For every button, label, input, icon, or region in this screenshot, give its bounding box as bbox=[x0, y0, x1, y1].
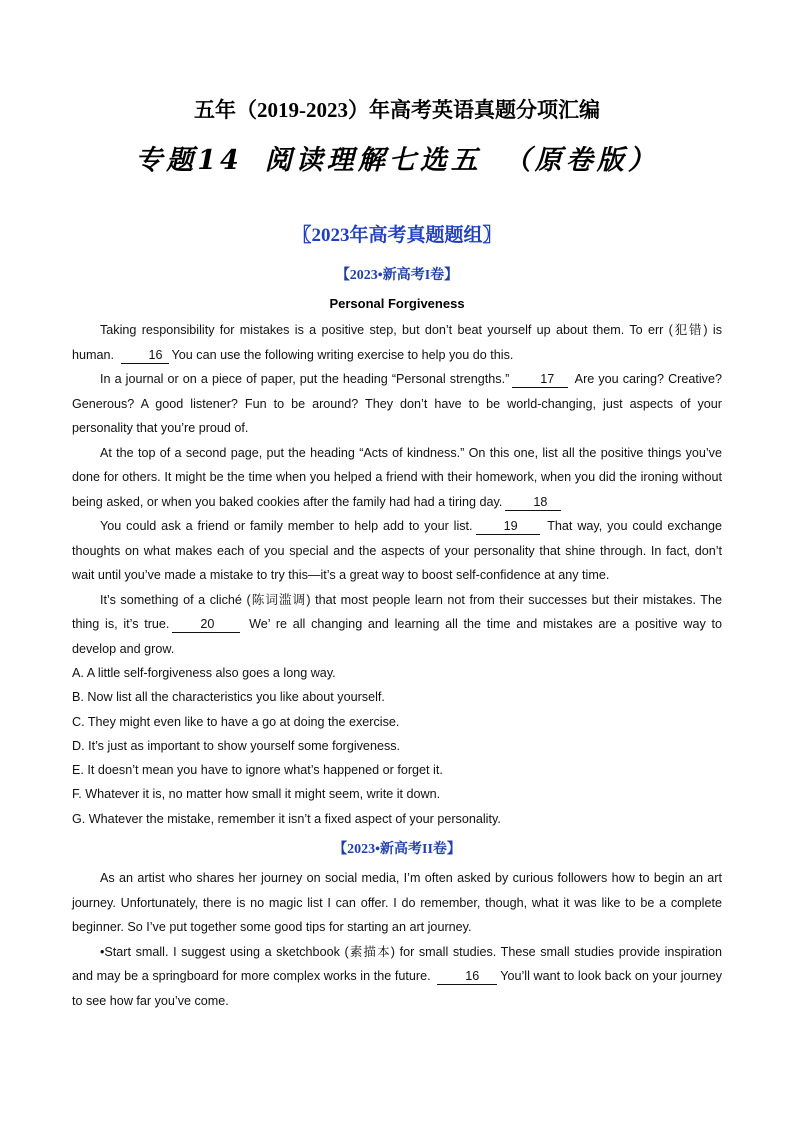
option-item: E. It doesn’t mean you have to ignore what’s happened or forget it. bbox=[72, 763, 443, 778]
option-item: D. It’s just as important to show yourself some forgiveness. bbox=[72, 738, 401, 753]
passage-1 bbox=[72, 318, 722, 831]
paragraph: As an artist who shares her journey on social media, I’m often asked by curious followers how to begin an art journey. Unfortunately, there is no magic list I can offer. I do remember, though, what it was like to be a complete beginner. So I’ve put together some good tips for starting an art journey. bbox=[72, 871, 722, 934]
option-list bbox=[72, 661, 722, 831]
answer-blank-17[interactable]: 17 bbox=[512, 372, 568, 388]
exam-label-1: 【2023•新高考I卷】 bbox=[335, 268, 459, 283]
series-title: 五年（2019-2023）年高考英语真题分项汇编 bbox=[194, 98, 600, 122]
answer-blank-19[interactable]: 19 bbox=[476, 519, 540, 535]
answer-blank-18[interactable]: 18 bbox=[505, 495, 561, 511]
option-item: F. Whatever it is, no matter how small it might seem, write it down. bbox=[72, 787, 441, 802]
exam-label-2: 【2023•新高考II卷】 bbox=[333, 842, 461, 857]
answer-blank-16[interactable]: 16 bbox=[121, 348, 169, 364]
paragraph: You could ask a friend or family member to help add to your list. 19 That way, you could exchange thoughts on what makes each of you special and the aspects of your personality that shine through. In fact, don’t wait until you’ve made a mistake to try this—it’s a great way to boost self-confidence at any time. bbox=[72, 519, 722, 582]
option-item: C. They might even like to have a go at doing the exercise. bbox=[72, 714, 400, 729]
option-item: A. A little self-forgiveness also goes a long way. bbox=[72, 666, 336, 680]
passage-title: Personal Forgiveness bbox=[329, 296, 465, 311]
paragraph: At the top of a second page, put the heading “Acts of kindness.” On this one, list all the positive things you’ve done for others. It might be the time when you helped a friend with their homework, when you did the ironing without being asked, or when you baked cookies after the family had had a tiring day. 18 bbox=[72, 445, 722, 509]
paragraph: Taking responsibility for mistakes is a positive step, but don’t beat yourself up about them. To err (犯错) is human. 16 You can use the following writing exercise to help you do this. bbox=[72, 323, 722, 362]
paragraph: It’s something of a cliché (陈词滥调) that most people learn not from their successes but their mistakes. The thing is, it’s true. 20 We’ re all changing and learning all the time and mistakes are a positive way to develop and grow. bbox=[72, 592, 723, 656]
topic-number: 专题14 bbox=[135, 145, 243, 176]
group-title: 〖2023年高考真题题组〗 bbox=[292, 225, 502, 246]
answer-blank-20[interactable]: 20 bbox=[172, 617, 240, 633]
topic-name: 阅读理解七选五 bbox=[264, 145, 482, 176]
option-item: B. Now list all the characteristics you like about yourself. bbox=[72, 690, 385, 705]
topic-title bbox=[0, 138, 794, 177]
paragraph: •Start small. I suggest using a sketchbook (素描本) for small studies. These small studies provide inspiration and may be a springboard for more complex works in the future. 16 You’ll want to look back on your journey to see how far you’ve come. bbox=[72, 944, 723, 1008]
option-item: G. Whatever the mistake, remember it isn’t a fixed aspect of your personality. bbox=[72, 811, 501, 826]
paragraph: In a journal or on a piece of paper, put the heading “Personal strengths.” 17 Are you caring? Creative? Generous? A good listener? Fun to be around? They don’t have to be world-changing, just aspects of your personality that you’re proud of. bbox=[72, 372, 722, 435]
answer-blank-16[interactable]: 16 bbox=[437, 969, 497, 985]
topic-version: （原卷版） bbox=[503, 145, 659, 176]
passage-2 bbox=[72, 866, 722, 1013]
